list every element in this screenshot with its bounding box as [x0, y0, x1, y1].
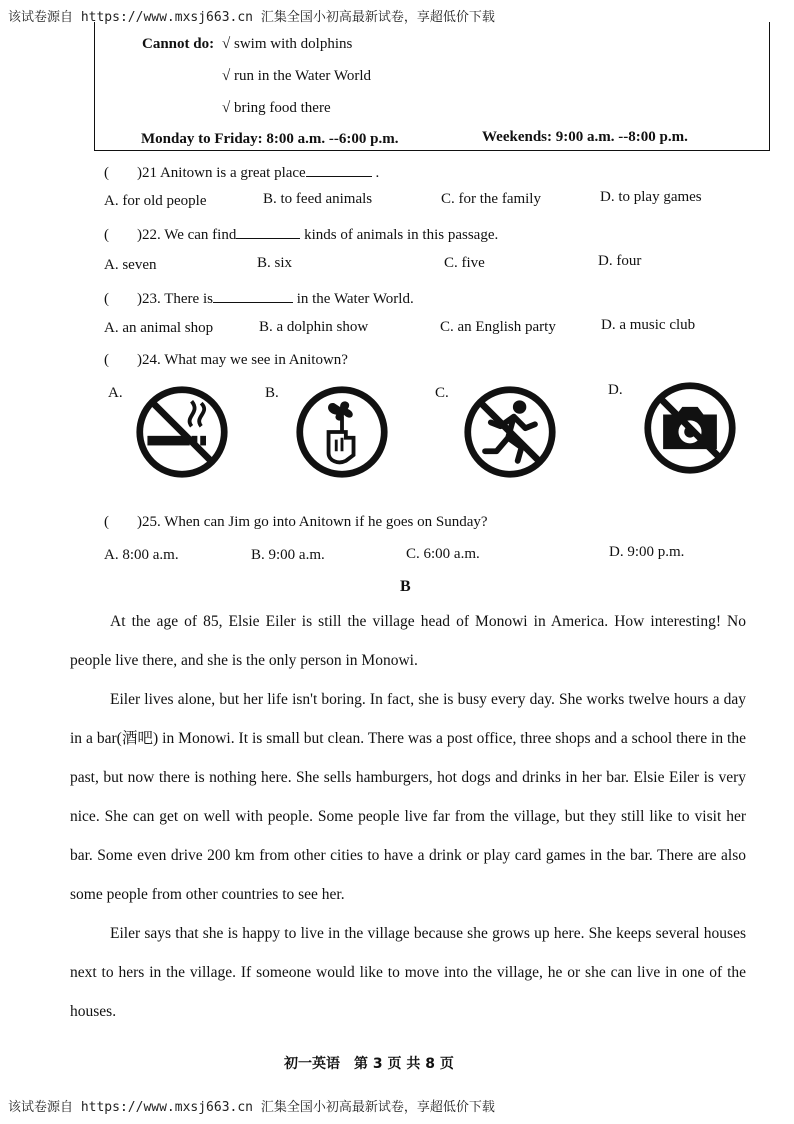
question-number: )24.: [137, 352, 161, 368]
no-photography-icon: [642, 380, 738, 476]
option-b: B. to feed animals: [263, 191, 373, 207]
passage-paragraph-2: [70, 680, 746, 914]
option-b-letter: B.: [265, 385, 279, 401]
question-stem: What may we see in Anitown?: [164, 352, 348, 368]
passage-paragraph-3: [70, 914, 746, 1031]
passage-paragraph-1: [70, 602, 746, 680]
watermark-bottom: 该试卷源自 https://www.mxsj663.cn 汇集全国小初高最新试卷，享超低价下载: [8, 1100, 495, 1115]
question-21: [104, 162, 379, 182]
question-22: [104, 224, 498, 244]
question-24: [104, 352, 348, 369]
answer-paren: (: [104, 291, 109, 307]
option-d: D. to play games: [600, 189, 702, 205]
option-c: C. an English party: [440, 319, 556, 335]
answer-blank: [236, 224, 300, 239]
watermark-top: 该试卷源自 https://www.mxsj663.cn 汇集全国小初高最新试卷，享超低价下载: [8, 10, 495, 25]
option-a: A. seven: [104, 257, 157, 273]
option-d: D. a music club: [601, 317, 696, 333]
option-b: B. 9:00 a.m.: [251, 547, 325, 563]
no-smoking-icon: [134, 384, 230, 480]
paragraph-text: Eiler says that she is happy to live in the village because she grows up here. She keeps several houses next to hers in the village. If someone would like to move into the village, he or she can live in one of the houses.: [70, 925, 746, 1020]
weekday-hours: Monday to Friday: 8:00 a.m. --6:00 p.m.: [141, 131, 399, 147]
answer-paren: (: [104, 352, 109, 368]
question-number: )21: [137, 165, 157, 181]
answer-paren: (: [104, 514, 109, 530]
rule-item: √ run in the Water World: [222, 68, 371, 84]
answer-blank: [306, 162, 372, 177]
question-stem: There is: [164, 291, 213, 307]
option-a: A. an animal shop: [104, 320, 214, 336]
option-b: B. six: [257, 255, 293, 271]
option-d-letter: D.: [608, 382, 623, 398]
question-stem: Anitown is a great place: [159, 165, 306, 181]
option-c: C. five: [444, 255, 485, 271]
option-c: C. for the family: [441, 191, 541, 207]
question-25: [104, 514, 488, 531]
paragraph-text: Eiler lives alone, but her life isn't boring. In fact, she is busy every day. She works twelve hours a day in a bar(酒吧) in Monowi. It is small but clean. There was a post office, three shops and a school there in the past, but now there is nothing here. She sells hamburgers, hot dogs and drinks in her bar. Elsie Eiler is very nice. She can get on well with people. Some people live far from the village, but they still like to visit her bar. Some even drive 200 km from other cities to have a drink or play card games in the bar. There are also some people from other countries to see her.: [70, 691, 746, 903]
question-number: )22.: [137, 227, 161, 243]
option-d: D. 9:00 p.m.: [609, 544, 685, 560]
question-number: )23.: [137, 291, 161, 307]
question-stem-end: kinds of animals in this passage.: [304, 227, 499, 243]
option-d: D. four: [598, 253, 642, 269]
no-flower-picking-icon: [294, 384, 390, 480]
question-23: [104, 288, 414, 308]
paragraph-text: At the age of 85, Elsie Eiler is still the village head of Monowi in America. How interesting! No people live there, and she is the only person in Monowi.: [70, 613, 746, 669]
question-number: )25.: [137, 514, 161, 530]
page-number-footer: 初一英语 第 3 页 共 8 页: [284, 1056, 454, 1072]
question-stem-end: in the Water World.: [296, 291, 414, 307]
question-stem-end: .: [375, 165, 380, 181]
option-a: A. 8:00 a.m.: [104, 547, 179, 563]
answer-paren: (: [104, 165, 109, 181]
question-stem: We can find: [164, 227, 237, 243]
weekend-hours: Weekends: 9:00 a.m. --8:00 p.m.: [482, 129, 688, 145]
option-b: B. a dolphin show: [259, 319, 369, 335]
section-b-heading: B: [400, 578, 411, 595]
option-c: C. 6:00 a.m.: [406, 546, 480, 562]
answer-blank: [213, 288, 293, 303]
option-a-letter: A.: [108, 385, 123, 401]
no-running-icon: [462, 384, 558, 480]
rule-item: √ swim with dolphins: [222, 36, 353, 52]
option-c-letter: C.: [435, 385, 449, 401]
option-a: A. for old people: [104, 193, 207, 209]
question-stem: When can Jim go into Anitown if he goes on Sunday?: [164, 514, 488, 530]
cannot-do-label: Cannot do:: [142, 36, 215, 52]
answer-paren: (: [104, 227, 109, 243]
rule-item: √ bring food there: [222, 100, 331, 116]
